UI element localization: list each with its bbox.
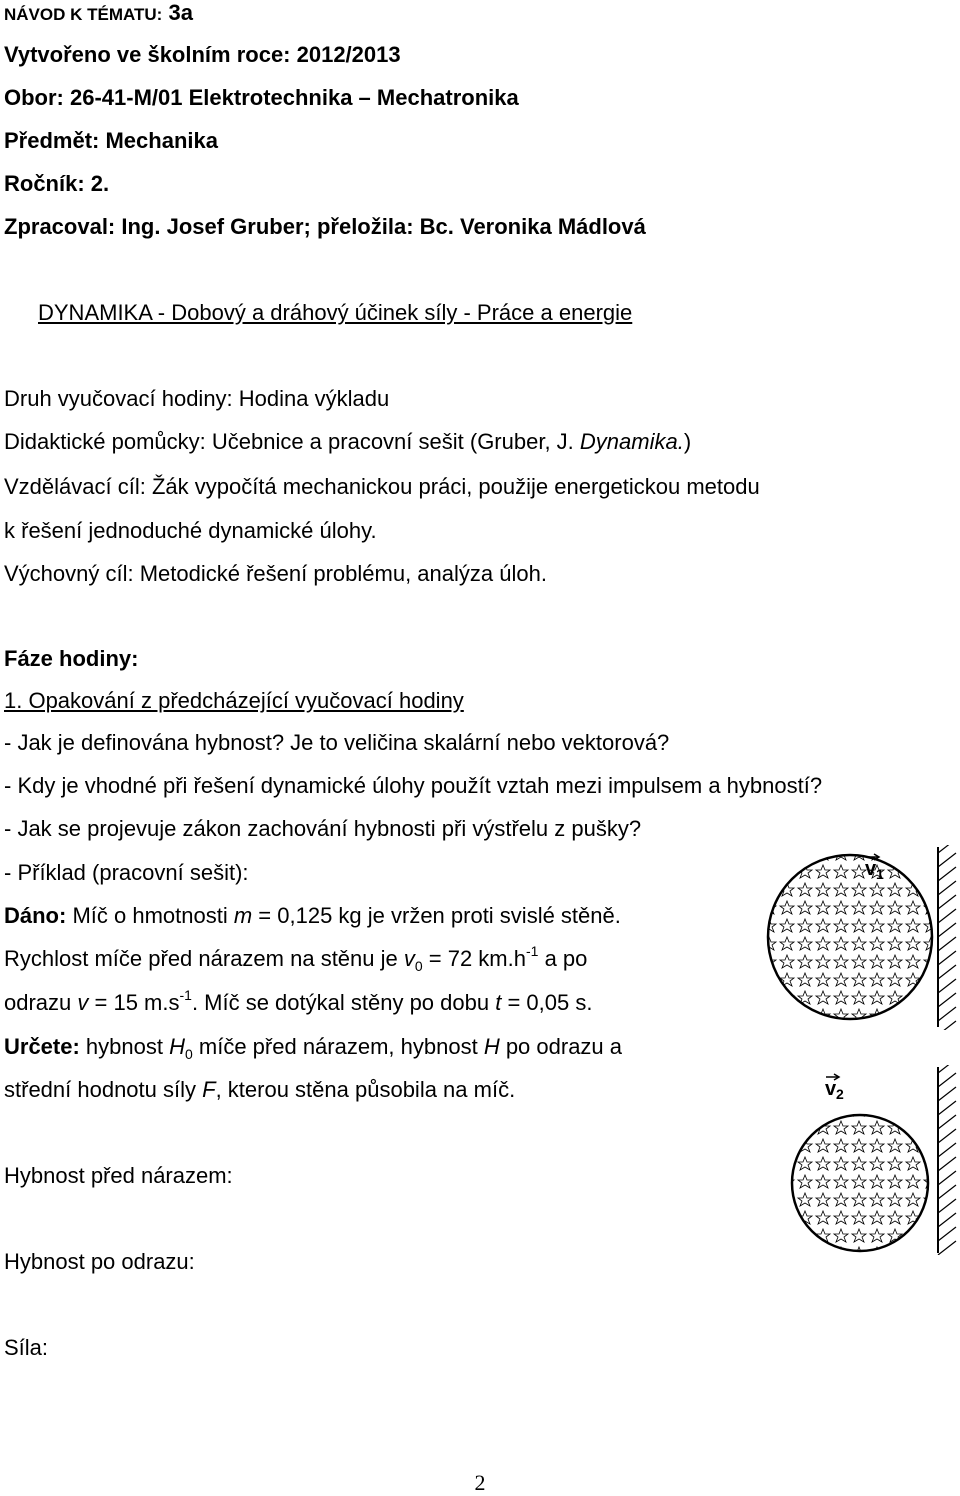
answer-momentum-after: Hybnost po odrazu: <box>4 1249 195 1274</box>
after-line: odrazu v = 15 $m.s^{-1}$. Míč se dotýkal stěny po dobu t = 0,05 s. <box>4 987 593 1015</box>
ball <box>768 855 932 1019</box>
question-2: - Kdy je vhodné při řešení dynamické úlohy použít vztah mezi impulsem a hybností? <box>4 773 823 798</box>
ball-after-rebound-figure <box>760 1065 960 1255</box>
header-author: Zpracoval: Ing. Josef Gruber; přeložila: Bc. Veronika Mádlová <box>4 214 646 239</box>
phase-item-1: 1. Opakování z předcházející vyučovací hodiny <box>4 688 464 713</box>
wall-hatching <box>938 845 956 1030</box>
velocity-v2-label <box>825 1074 844 1102</box>
lesson-type: Druh vyučovací hodiny: Hodina výkladu <box>4 386 390 411</box>
phases-heading: Fáze hodiny: <box>4 646 139 671</box>
wall-hatching <box>938 1065 956 1255</box>
question-1: - Jak je definována hybnost? Je to veličina skalární nebo vektorová? <box>4 730 670 755</box>
example-label: - Příklad (pracovní sešit): <box>4 860 249 885</box>
educational-goal: Vzdělávací cíl: Žák vypočítá mechanickou práci, použije energetickou metodu <box>4 474 760 499</box>
speed-line: Rychlost míče před nárazem na stěnu je $v_0 = 72$ $km.h^{-1}$ a po <box>4 943 588 974</box>
page-number: 2 <box>474 1470 486 1495</box>
header-grade: Ročník: 2. <box>4 171 110 196</box>
ball-before-impact-figure <box>760 845 960 1030</box>
find-line-2: střední hodnotu síly F, kterou stěna působila na míč. <box>4 1077 516 1102</box>
svg-text:2: 2 <box>836 1086 844 1102</box>
question-3: - Jak se projevuje zákon zachování hybnosti při výstřelu z pušky? <box>4 816 642 841</box>
answer-force: Síla: <box>4 1335 49 1360</box>
svg-text:1: 1 <box>876 866 884 882</box>
page-title: DYNAMIKA - Dobový a dráhový účinek síly - Práce a energie <box>38 300 633 325</box>
ball <box>792 1115 928 1251</box>
teaching-aids: Didaktické pomůcky: Učebnice a pracovní sešit (Gruber, J. Dynamika.) <box>4 429 692 454</box>
answer-momentum-before: Hybnost před nárazem: <box>4 1163 233 1188</box>
svg-text:v: v <box>825 1078 837 1100</box>
educational-goal-cont: k řešení jednoduché dynamické úlohy. <box>4 518 377 543</box>
find-line: Určete: hybnost $H_0$ míče před nárazem, hybnost H po odrazu a <box>4 1034 623 1062</box>
header-field: Obor: 26-41-M/01 Elektrotechnika – Mechatronika <box>4 85 519 110</box>
header-year: Vytvořeno ve školním roce: 2012/2013 <box>4 42 401 67</box>
header-subject: Předmět: Mechanika <box>4 128 218 153</box>
svg-text:v: v <box>865 858 877 880</box>
header-topic: NÁVOD K TÉMATU: 3a <box>4 0 193 25</box>
given-line: Dáno: Míč o hmotnosti m = 0,125 kg je vržen proti svislé stěně. <box>4 903 621 928</box>
upbringing-goal: Výchovný cíl: Metodické řešení problému, analýza úloh. <box>4 561 547 586</box>
velocity-v1-label <box>865 854 884 882</box>
